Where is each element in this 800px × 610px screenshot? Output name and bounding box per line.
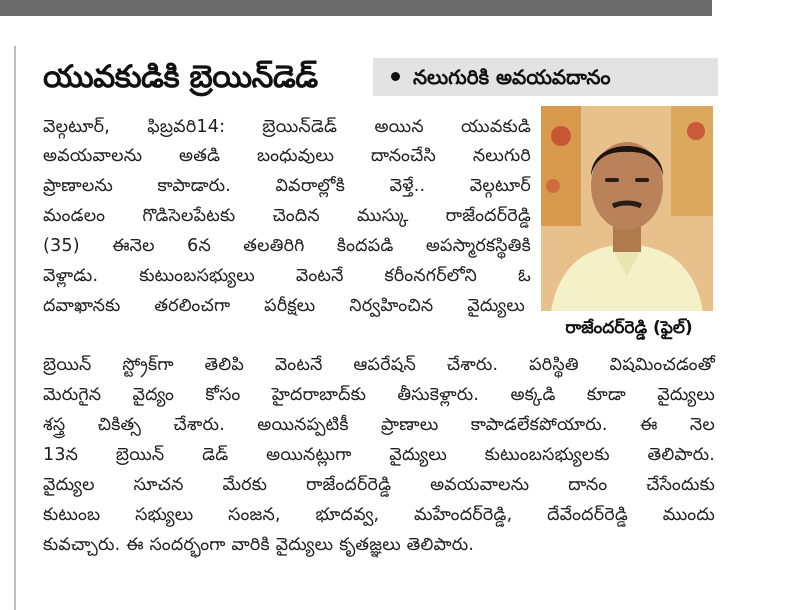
- person-photo: [541, 106, 713, 311]
- portrait-image: [541, 106, 713, 311]
- article-headline: యువకుడికి బ్రెయిన్‌డెడ్: [43, 59, 318, 95]
- body-line: దవాఖానకు తరలించగా పరీక్షలు నిర్వహించిన వైద్యులు: [43, 296, 525, 316]
- body-line: శస్త్ర చికిత్స చేశారు. అయినప్పటికీ ప్రాణాలు కాపాడలేకపోయారు. ఈ నెల: [43, 415, 715, 435]
- photo-caption: రాజేందర్‌రెడ్డి (ఫైల్): [565, 318, 693, 338]
- body-line: మండలం గొడిసెలపేటకు చెందిన ముస్కు రాజేందర్‌రెడ్డి: [43, 206, 531, 226]
- body-line: అవయవాలను అతడి బంధువులు దానంచేసి నలుగురి: [43, 146, 531, 166]
- body-line: ప్రాణాలను కాపాడారు. వివరాల్లోకి వెళ్తే.. వెల్గటూర్: [43, 176, 531, 196]
- bullet-icon: [391, 72, 400, 81]
- body-line: బ్రెయిన్ స్ట్రోక్‌గా తెలిపి వెంటనే ఆపరేషన్ చేశారు. పరిస్థితి విషమించడంతో: [43, 355, 715, 375]
- body-line: వైద్యుల సూచన మేరకు రాజేందర్‌రెడ్డి అవయవాలను దానం చేసేందుకు: [43, 475, 715, 495]
- column-divider: [14, 46, 16, 610]
- body-line: వెల్గటూర్, ఫిబ్రవరి14: బ్రెయిన్‌డెడ్ అయిన యువకుడి: [43, 117, 531, 137]
- subheadline-box: [373, 58, 718, 96]
- body-line: 13న బ్రెయిన్ డెడ్ అయినట్లుగా వైద్యులు కుటుంబసభ్యులకు తెలిపారు.: [43, 445, 715, 465]
- body-line: కుటుంబ సభ్యులు సంజన, భూదవ్వ, మహేందర్‌రెడ్డి, దేవేందర్‌రెడ్డి ముందు: [43, 505, 715, 525]
- article-subheadline: నలుగురికి అవయవదానం: [413, 65, 611, 89]
- body-line: వెళ్లాడు. కుటుంబసభ్యులు వెంటనే కరీంనగర్‌లోని ఓ: [43, 266, 531, 286]
- body-line: మెరుగైన వైద్యం కోసం హైదరాబాద్‌కు తీసుకెళ్లారు. అక్కడి కూడా వైద్యులు: [43, 385, 715, 405]
- body-line: కువచ్చారు. ఈ సందర్భంగా వారికి వైద్యులు కృతజ్ఞలు తెలిపారు.: [43, 535, 475, 555]
- headline-row: [43, 56, 715, 100]
- page-header-bar: [0, 0, 712, 16]
- body-line: (35) ఈనెల 6న తలతిరిగి కిందపడి అపస్మారకస్థితికి: [43, 236, 531, 256]
